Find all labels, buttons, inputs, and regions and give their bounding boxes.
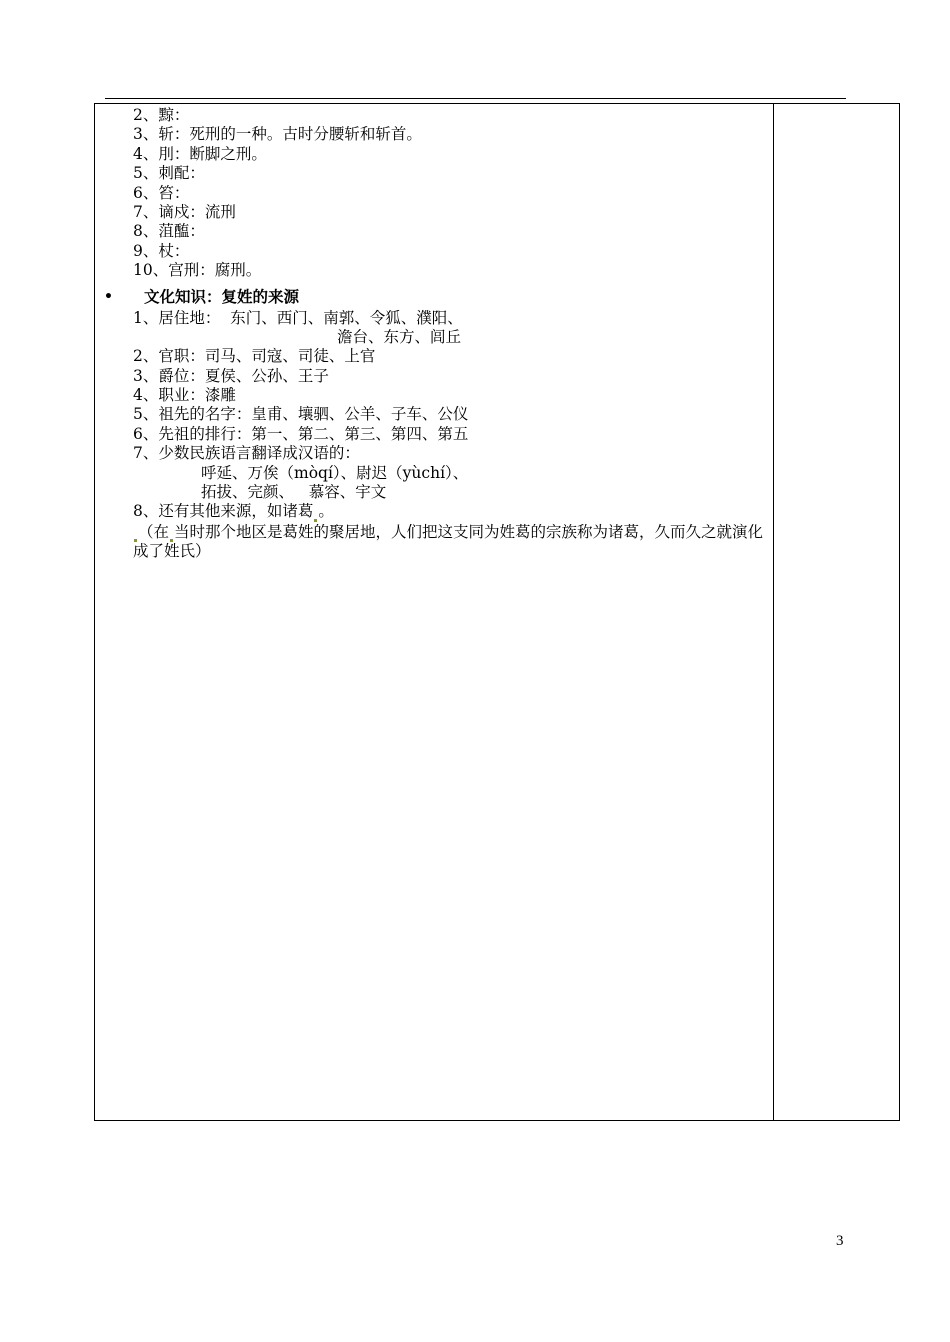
surname-item-4: 4、职业：漆雕 [133,386,236,405]
page-number: 3 [836,1233,844,1249]
punishment-item-9: 9、杖： [133,241,190,260]
surname-item-7-examples-2: 拓拔、完颜、 慕容、宇文 [201,483,387,502]
bullet-icon: • [104,288,113,305]
surname-note-rest: 当时那个地区是葛姓的聚居地，人们把这支同为姓葛的宗族称为诸葛，久而久之就演化成了姓氏） [133,522,764,561]
surname-item-8 [133,502,765,521]
surname-item-7: 7、少数民族语言翻译成汉语的： [133,444,360,463]
punishment-item-10: 10、宫刑：腐刑。 [133,261,262,280]
surname-item-1-continued: 澹台、东方、闾丘 [337,327,462,346]
punishment-item-7: 7、谪戍：流刑 [133,202,236,221]
surname-item-7-examples-1: 呼延、万俟（mòqí）、尉迟（yùchí）、 [201,463,469,482]
surname-item-5: 5、祖先的名字：皇甫、壤驷、公羊、子车、公仪 [133,405,469,424]
surname-note [133,523,765,562]
surname-item-8-end: 。 [318,502,334,521]
edit-mark [314,519,317,522]
surname-note-open: （在 [138,522,170,541]
punishment-item-2: 2、黥： [133,106,190,124]
punishment-item-8: 8、菹醢： [133,222,205,241]
surname-item-2: 2、官职：司马、司寇、司徒、上官 [133,347,376,366]
surname-item-1: 1、居住地： 东门、西门、南郭、令狐、濮阳、 [133,308,463,327]
punishment-item-5: 5、刺配： [133,164,205,183]
section-heading [104,285,765,309]
table-main-cell [104,106,765,562]
surname-item-8-text: 8、还有其他来源，如诸葛 [133,502,314,521]
surname-note-text [133,523,765,562]
section-heading-text: 文化知识：复姓的来源 [144,287,300,306]
punishment-item-4: 4、刖：断脚之刑。 [133,144,267,163]
surname-item-3: 3、爵位：夏侯、公孙、王子 [133,366,329,385]
punishment-item-6: 6、笞： [133,183,190,202]
punishment-item-3: 3、斩：死刑的一种。古时分腰斩和斩首。 [133,125,422,144]
header-rule [105,98,846,99]
surname-item-6: 6、先祖的排行：第一、第二、第三、第四、第五 [133,424,469,443]
table-column-divider [773,103,774,1121]
